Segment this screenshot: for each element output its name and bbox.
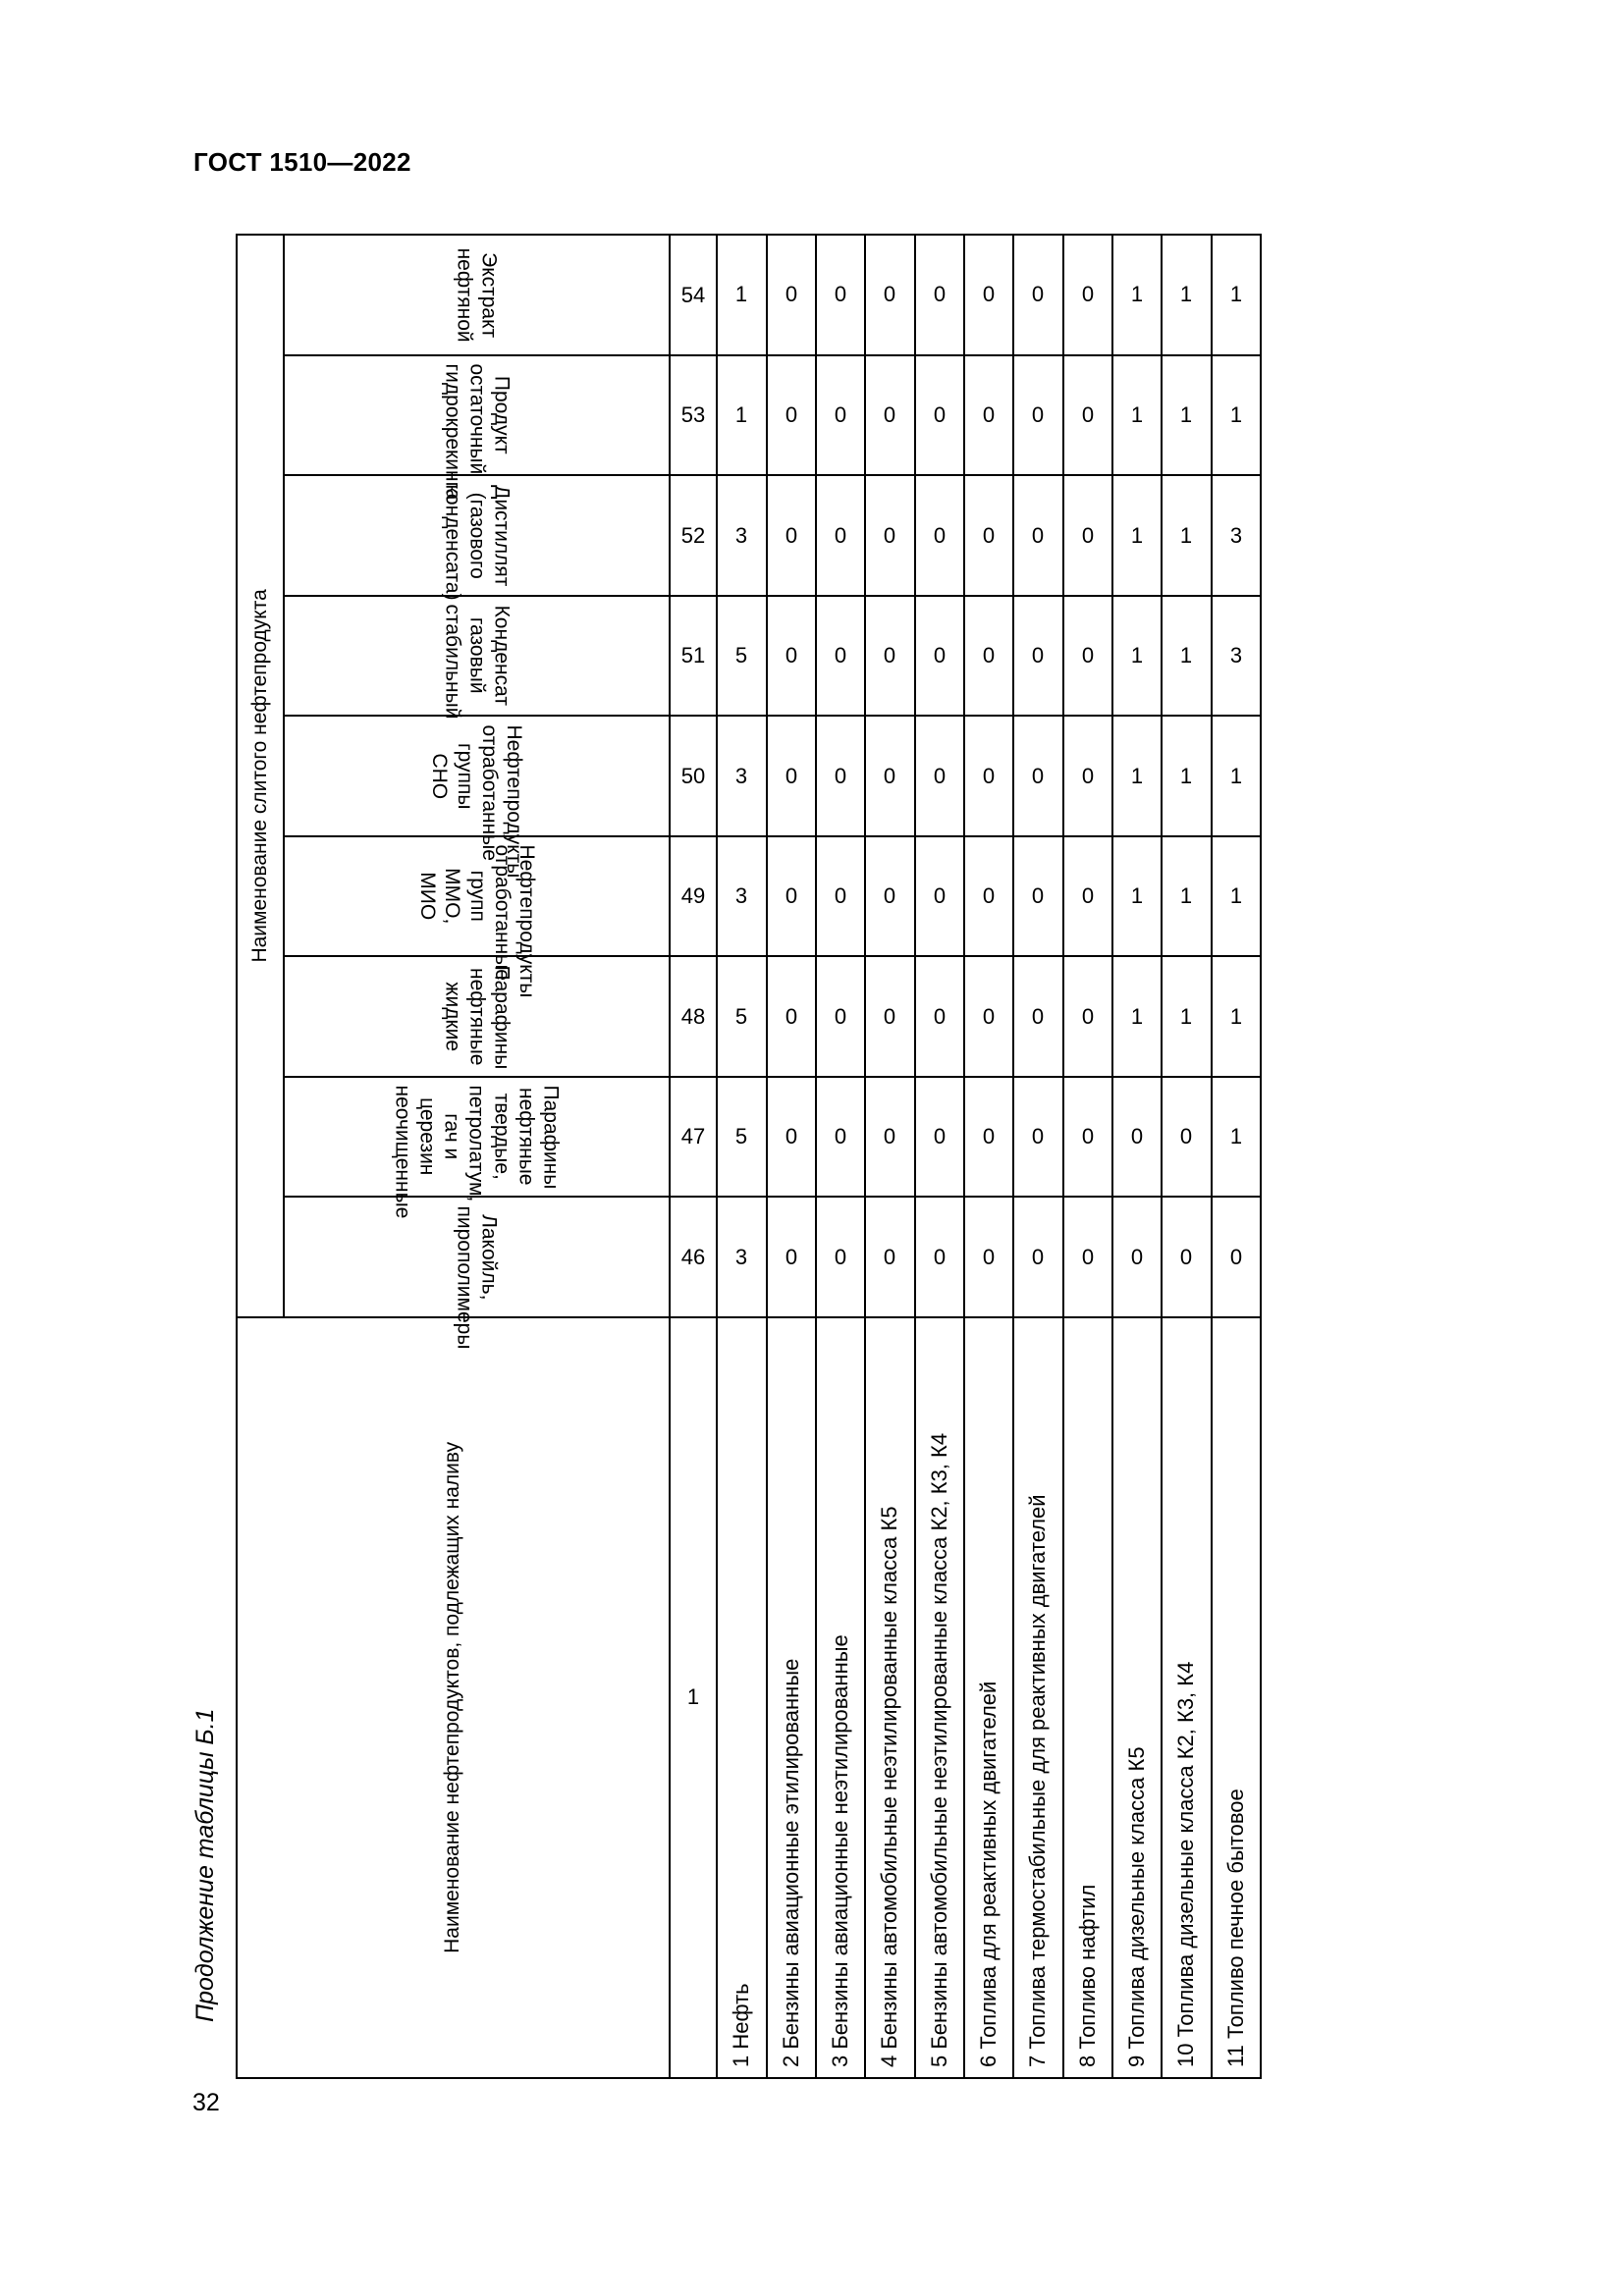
column-index (670, 596, 717, 717)
value-label: 1 (1130, 402, 1144, 427)
value-label: 0 (933, 883, 946, 908)
value-label: 1 (1180, 282, 1193, 307)
value-cell (865, 716, 914, 836)
row-header-cell (237, 1317, 670, 2078)
value-label: 0 (1180, 1124, 1193, 1148)
value-cell (964, 475, 1013, 596)
value-label: 0 (982, 522, 996, 548)
column-header-label: Парафины нефтяные твердые, петролатум, гач и церезин неочищенные (391, 1085, 563, 1219)
value-cell (1212, 1197, 1261, 1317)
column-header (284, 956, 670, 1077)
value-label: 0 (982, 763, 996, 788)
value-label: 3 (735, 522, 748, 548)
value-cell (1013, 1077, 1062, 1198)
value-label: 0 (1081, 522, 1094, 548)
column-index-label: 53 (680, 402, 706, 428)
value-label: 0 (982, 282, 996, 307)
value-cell (1162, 1197, 1211, 1317)
value-cell (1013, 1197, 1062, 1317)
row-name-cell: 2 Бензины авиационные этилированные (767, 1317, 816, 2078)
value-cell (1162, 836, 1211, 957)
value-label: 0 (884, 522, 896, 548)
value-label: 0 (884, 282, 896, 307)
column-index-row (670, 235, 717, 2078)
value-cell (767, 1197, 816, 1317)
value-label: 0 (785, 1003, 797, 1029)
value-label: 0 (933, 282, 946, 307)
value-label: 0 (982, 402, 996, 427)
value-cell (1112, 956, 1162, 1077)
value-label: 1 (1130, 522, 1144, 548)
table-row (816, 235, 865, 2078)
value-label: 0 (1081, 763, 1094, 788)
value-label: 1 (1130, 763, 1144, 788)
value-label: 1 (1130, 282, 1144, 307)
value-cell (767, 1077, 816, 1198)
column-index-label: 49 (680, 883, 706, 909)
value-cell (964, 836, 1013, 957)
value-label: 1 (1180, 883, 1193, 908)
value-label: 0 (982, 1003, 996, 1029)
column-header (284, 716, 670, 879)
value-label: 0 (884, 1244, 896, 1269)
value-cell (1013, 836, 1062, 957)
value-cell (915, 596, 964, 717)
value-cell (816, 716, 865, 836)
value-label: 1 (1130, 883, 1144, 908)
value-cell (1013, 716, 1062, 836)
value-cell (816, 596, 865, 717)
value-label: 3 (735, 1244, 748, 1269)
value-label: 1 (1180, 522, 1193, 548)
column-header-label: Конденсат газовый стабильный (441, 604, 514, 720)
column-header-label: Лакойль, пирополимеры (453, 1205, 501, 1350)
column-index-label: 51 (680, 643, 706, 668)
value-label: 1 (1130, 1003, 1144, 1029)
value-cell (1162, 596, 1211, 717)
value-label: 0 (834, 883, 847, 908)
rotated-table-wrapper (236, 234, 1262, 2079)
column-header (284, 836, 670, 998)
value-label: 0 (834, 282, 847, 307)
row-name-cell: 10 Топлива дизельные класса К2, К3, К4 (1162, 1317, 1211, 2078)
table-row (1063, 235, 1112, 2078)
value-label: 0 (834, 1003, 847, 1029)
column-index-label: 48 (680, 1003, 706, 1029)
value-cell (717, 956, 766, 1077)
column-header-label: Нефтепродукты отработанные групп ММО, МИО (415, 844, 538, 998)
value-cell (1013, 235, 1062, 355)
value-label: 0 (834, 402, 847, 427)
value-cell (1063, 1077, 1112, 1198)
value-cell (816, 956, 865, 1077)
value-cell (865, 355, 914, 476)
value-label: 0 (1032, 763, 1045, 788)
row-header-label: Наименование нефтепродуктов, подлежащих наливу (441, 1441, 464, 1953)
value-label: 0 (1032, 1124, 1045, 1148)
value-label: 0 (982, 883, 996, 908)
value-label: 0 (884, 883, 896, 908)
value-cell (1112, 355, 1162, 476)
value-label: 1 (1180, 402, 1193, 427)
value-cell (767, 355, 816, 476)
column-index (670, 716, 717, 836)
value-cell (1063, 836, 1112, 957)
column-index-label: 47 (680, 1124, 706, 1149)
column-header-label: Экстракт нефтяной (453, 247, 501, 343)
value-cell (767, 475, 816, 596)
value-cell (865, 956, 914, 1077)
value-label: 0 (1229, 1244, 1242, 1269)
value-label: 0 (1032, 1244, 1045, 1269)
column-index-label: 52 (680, 522, 706, 548)
value-label: 0 (884, 402, 896, 427)
value-cell (1063, 716, 1112, 836)
value-cell (915, 1197, 964, 1317)
column-index-label: 46 (680, 1244, 706, 1269)
value-cell (1112, 716, 1162, 836)
value-cell (1112, 596, 1162, 717)
value-label: 0 (785, 1124, 797, 1148)
value-cell (1112, 235, 1162, 355)
value-cell (964, 956, 1013, 1077)
row-name-cell: 7 Топлива термостабильные для реактивных двигателей (1013, 1317, 1062, 2078)
value-label: 0 (884, 763, 896, 788)
table-body (717, 235, 1261, 2078)
value-cell (865, 1077, 914, 1198)
table-caption: Продолжение таблицы Б.1 (191, 1708, 219, 2022)
row-name-cell: 9 Топлива дизельные класса К5 (1112, 1317, 1162, 2078)
value-cell (1063, 1197, 1112, 1317)
value-cell (1162, 956, 1211, 1077)
value-cell (1112, 475, 1162, 596)
value-label: 0 (1032, 402, 1045, 427)
table-row (1112, 235, 1162, 2078)
column-index (670, 1077, 717, 1198)
table-row (915, 235, 964, 2078)
column-header (284, 235, 670, 355)
value-label: 0 (834, 763, 847, 788)
value-cell (1063, 956, 1112, 1077)
value-cell (816, 836, 865, 957)
value-label: 1 (1229, 763, 1242, 788)
value-label: 3 (735, 763, 748, 788)
value-label: 0 (1180, 1244, 1193, 1269)
value-label: 0 (1032, 643, 1045, 667)
value-cell (1013, 355, 1062, 476)
value-label: 3 (1229, 643, 1242, 667)
column-header (284, 355, 670, 501)
value-label: 0 (933, 1124, 946, 1148)
value-label: 0 (1081, 1244, 1094, 1269)
value-cell (915, 475, 964, 596)
value-cell (717, 716, 766, 836)
value-label: 1 (1229, 883, 1242, 908)
value-label: 0 (834, 1124, 847, 1148)
value-label: 0 (1081, 1124, 1094, 1148)
value-label: 0 (1032, 282, 1045, 307)
value-cell (915, 355, 964, 476)
value-label: 0 (785, 1244, 797, 1269)
value-cell (865, 475, 914, 596)
table-row (1212, 235, 1261, 2078)
value-cell (717, 596, 766, 717)
value-cell (1013, 956, 1062, 1077)
value-cell (964, 596, 1013, 717)
table-row (1162, 235, 1211, 2078)
table-row (717, 235, 766, 2078)
value-cell (964, 716, 1013, 836)
column-index-label: 1 (686, 1684, 700, 1710)
value-cell (964, 235, 1013, 355)
value-label: 0 (884, 1124, 896, 1148)
column-header (284, 475, 670, 601)
value-label: 0 (785, 883, 797, 908)
value-label: 0 (1130, 1124, 1144, 1148)
compatibility-table (236, 234, 1262, 2079)
value-label: 0 (1130, 1244, 1144, 1269)
column-header (284, 596, 670, 720)
value-cell (964, 1077, 1013, 1198)
value-label: 0 (834, 522, 847, 548)
value-cell (1063, 596, 1112, 717)
value-cell (1212, 475, 1261, 596)
value-label: 1 (1229, 402, 1242, 427)
value-label: 0 (785, 763, 797, 788)
group-header-cell (237, 235, 284, 1317)
value-label: 0 (982, 643, 996, 667)
value-cell (767, 235, 816, 355)
column-index (670, 836, 717, 957)
value-cell (865, 1197, 914, 1317)
column-index (670, 1197, 717, 1317)
column-index (670, 475, 717, 596)
row-name-cell: 5 Бензины автомобильные неэтилированные класса К2, К3, К4 (915, 1317, 964, 2078)
value-cell (1013, 475, 1062, 596)
value-label: 1 (1180, 763, 1193, 788)
value-cell (915, 235, 964, 355)
value-label: 0 (933, 643, 946, 667)
value-label: 0 (1032, 883, 1045, 908)
column-index (670, 355, 717, 476)
value-label: 0 (1032, 1003, 1045, 1029)
value-label: 0 (1081, 883, 1094, 908)
value-cell (816, 355, 865, 476)
value-label: 0 (1081, 282, 1094, 307)
value-cell (1162, 1077, 1211, 1198)
column-header (284, 1077, 670, 1219)
value-cell (717, 235, 766, 355)
value-label: 0 (884, 643, 896, 667)
value-label: 0 (785, 522, 797, 548)
group-header-label: Наименование слитого нефтепродукта (248, 589, 272, 963)
value-label: 1 (1229, 1003, 1242, 1029)
value-cell (1063, 355, 1112, 476)
row-name-cell: 1 Нефть (717, 1317, 766, 2078)
value-cell (1063, 475, 1112, 596)
value-cell (717, 1077, 766, 1198)
value-cell (915, 956, 964, 1077)
row-name-cell: 3 Бензины авиационные неэтилированные (816, 1317, 865, 2078)
value-label: 0 (785, 282, 797, 307)
value-label: 0 (834, 643, 847, 667)
value-cell (1212, 1077, 1261, 1198)
value-cell (1212, 235, 1261, 355)
value-label: 1 (1130, 643, 1144, 667)
value-cell (1212, 355, 1261, 476)
column-header-label: Парафины нефтяные жидкие (441, 965, 514, 1070)
column-index (670, 956, 717, 1077)
value-cell (1112, 836, 1162, 957)
value-cell (816, 1077, 865, 1198)
column-header (284, 1197, 670, 1350)
page-number: 32 (192, 2089, 220, 2116)
document-code: ГОСТ 1510—2022 (193, 147, 411, 177)
value-label: 1 (1180, 643, 1193, 667)
table-row (1013, 235, 1062, 2078)
row-name-cell: 4 Бензины автомобильные неэтилированные класса К5 (865, 1317, 914, 2078)
value-label: 0 (834, 1244, 847, 1269)
value-label: 1 (735, 282, 748, 307)
table-row (964, 235, 1013, 2078)
value-label: 0 (933, 1003, 946, 1029)
value-cell (767, 596, 816, 717)
value-label: 1 (735, 402, 748, 427)
value-cell (717, 355, 766, 476)
value-label: 5 (735, 1124, 748, 1148)
value-cell (767, 956, 816, 1077)
column-index-label: 50 (680, 763, 706, 788)
column-index (670, 235, 717, 355)
value-cell (865, 235, 914, 355)
value-label: 3 (1229, 522, 1242, 548)
value-cell (1212, 956, 1261, 1077)
value-label: 1 (1229, 1124, 1242, 1148)
value-label: 0 (982, 1244, 996, 1269)
row-name-cell: 8 Топливо нафтил (1063, 1317, 1112, 2078)
table-row (767, 235, 816, 2078)
value-cell (915, 836, 964, 957)
row-name-cell: 6 Топлива для реактивных двигателей (964, 1317, 1013, 2078)
value-cell (717, 475, 766, 596)
value-label: 0 (785, 643, 797, 667)
value-label: 1 (1229, 282, 1242, 307)
value-cell (1212, 596, 1261, 717)
value-cell (1212, 836, 1261, 957)
value-cell (767, 836, 816, 957)
value-cell (1063, 235, 1112, 355)
value-label: 0 (884, 1003, 896, 1029)
value-label: 0 (1081, 1003, 1094, 1029)
value-label: 0 (933, 402, 946, 427)
value-cell (816, 235, 865, 355)
value-cell (865, 836, 914, 957)
value-label: 0 (1081, 402, 1094, 427)
column-index-label: 54 (680, 282, 706, 307)
value-label: 1 (1180, 1003, 1193, 1029)
value-cell (964, 1197, 1013, 1317)
value-label: 0 (785, 402, 797, 427)
value-cell (816, 475, 865, 596)
value-label: 5 (735, 1003, 748, 1029)
column-header-label: Нефтепродукты отработанные группы СНО (428, 724, 525, 879)
value-cell (915, 716, 964, 836)
value-cell (717, 836, 766, 957)
value-label: 0 (1032, 522, 1045, 548)
value-label: 0 (933, 1244, 946, 1269)
value-cell (865, 596, 914, 717)
column-header-label: Продукт остаточный гидрокрекинга (441, 363, 514, 501)
value-label: 0 (1081, 643, 1094, 667)
value-cell (1112, 1197, 1162, 1317)
value-cell (816, 1197, 865, 1317)
column-index (670, 1317, 717, 2078)
value-label: 5 (735, 643, 748, 667)
value-cell (915, 1077, 964, 1198)
value-cell (1112, 1077, 1162, 1198)
value-label: 0 (982, 1124, 996, 1148)
value-cell (1013, 596, 1062, 717)
value-cell (1162, 716, 1211, 836)
value-cell (964, 355, 1013, 476)
value-cell (1162, 235, 1211, 355)
row-name-cell: 11 Топливо печное бытовое (1212, 1317, 1261, 2078)
value-cell (1212, 716, 1261, 836)
table-row (865, 235, 914, 2078)
value-label: 0 (933, 763, 946, 788)
value-label: 3 (735, 883, 748, 908)
value-label: 0 (933, 522, 946, 548)
value-cell (767, 716, 816, 836)
value-cell (717, 1197, 766, 1317)
value-cell (1162, 475, 1211, 596)
column-header-label: Дистиллят (газового конденсата) (441, 484, 514, 601)
value-cell (1162, 355, 1211, 476)
